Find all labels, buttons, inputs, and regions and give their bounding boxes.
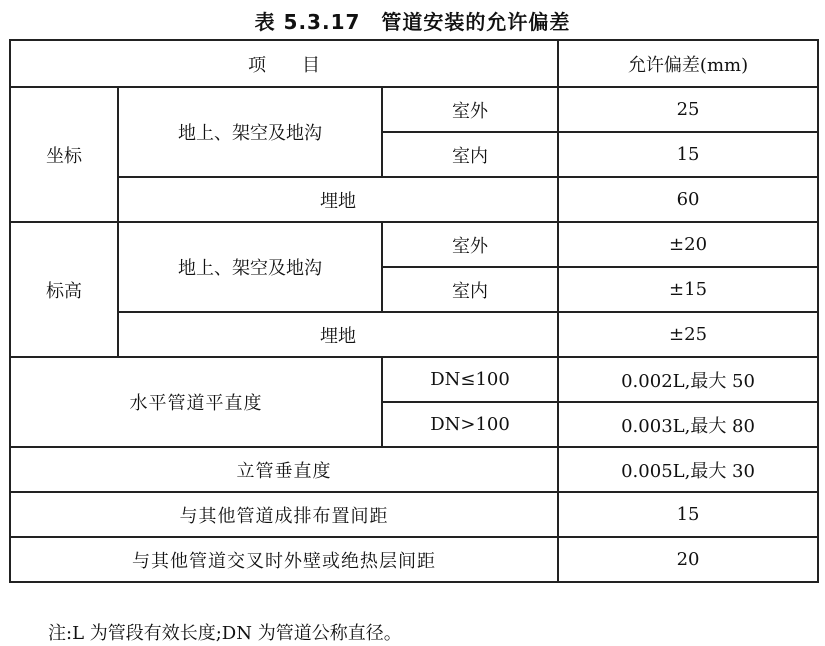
horizontal-value-1: 0.002L,最大 50 (558, 357, 818, 402)
coordinate-label: 坐标 (10, 87, 118, 222)
header-item: 项 目 (10, 40, 558, 87)
coordinate-outdoor-value: 25 (558, 87, 818, 132)
table-header-row (10, 40, 818, 87)
elevation-indoor-value: ±15 (558, 267, 818, 312)
elevation-buried: 埋地 (118, 312, 558, 357)
row-spacing-value: 15 (558, 492, 818, 537)
coordinate-buried-value: 60 (558, 177, 818, 222)
horizontal-cond-1: DN≤100 (382, 357, 558, 402)
vertical-pipe-label: 立管垂直度 (10, 447, 558, 492)
allowable-deviation-table (9, 39, 819, 583)
horizontal-value-2: 0.003L,最大 80 (558, 402, 818, 447)
row-spacing-label: 与其他管道成排布置间距 (10, 492, 558, 537)
elevation-above-ground: 地上、架空及地沟 (118, 222, 382, 312)
elevation-label: 标高 (10, 222, 118, 357)
table-row (10, 87, 818, 132)
vertical-pipe-value: 0.005L,最大 30 (558, 447, 818, 492)
coordinate-indoor-value: 15 (558, 132, 818, 177)
table-note: 注:L 为管段有效长度;DN 为管道公称直径。 (48, 623, 402, 644)
table-row (10, 312, 818, 357)
horizontal-straightness-label: 水平管道平直度 (10, 357, 382, 447)
header-allowance: 允许偏差(mm) (558, 40, 818, 87)
table-row (10, 447, 818, 492)
elevation-indoor: 室内 (382, 267, 558, 312)
table-row (10, 537, 818, 582)
coordinate-above-ground: 地上、架空及地沟 (118, 87, 382, 177)
cross-spacing-value: 20 (558, 537, 818, 582)
table-row (10, 492, 818, 537)
coordinate-outdoor: 室外 (382, 87, 558, 132)
coordinate-indoor: 室内 (382, 132, 558, 177)
cross-spacing-label: 与其他管道交叉时外壁或绝热层间距 (10, 537, 558, 582)
table-row (10, 222, 818, 267)
coordinate-buried: 埋地 (118, 177, 558, 222)
elevation-outdoor-value: ±20 (558, 222, 818, 267)
table-title: 表 5.3.17 管道安装的允许偏差 (254, 10, 571, 34)
table-row (10, 177, 818, 222)
elevation-outdoor: 室外 (382, 222, 558, 267)
elevation-buried-value: ±25 (558, 312, 818, 357)
horizontal-cond-2: DN>100 (382, 402, 558, 447)
table-row (10, 357, 818, 402)
